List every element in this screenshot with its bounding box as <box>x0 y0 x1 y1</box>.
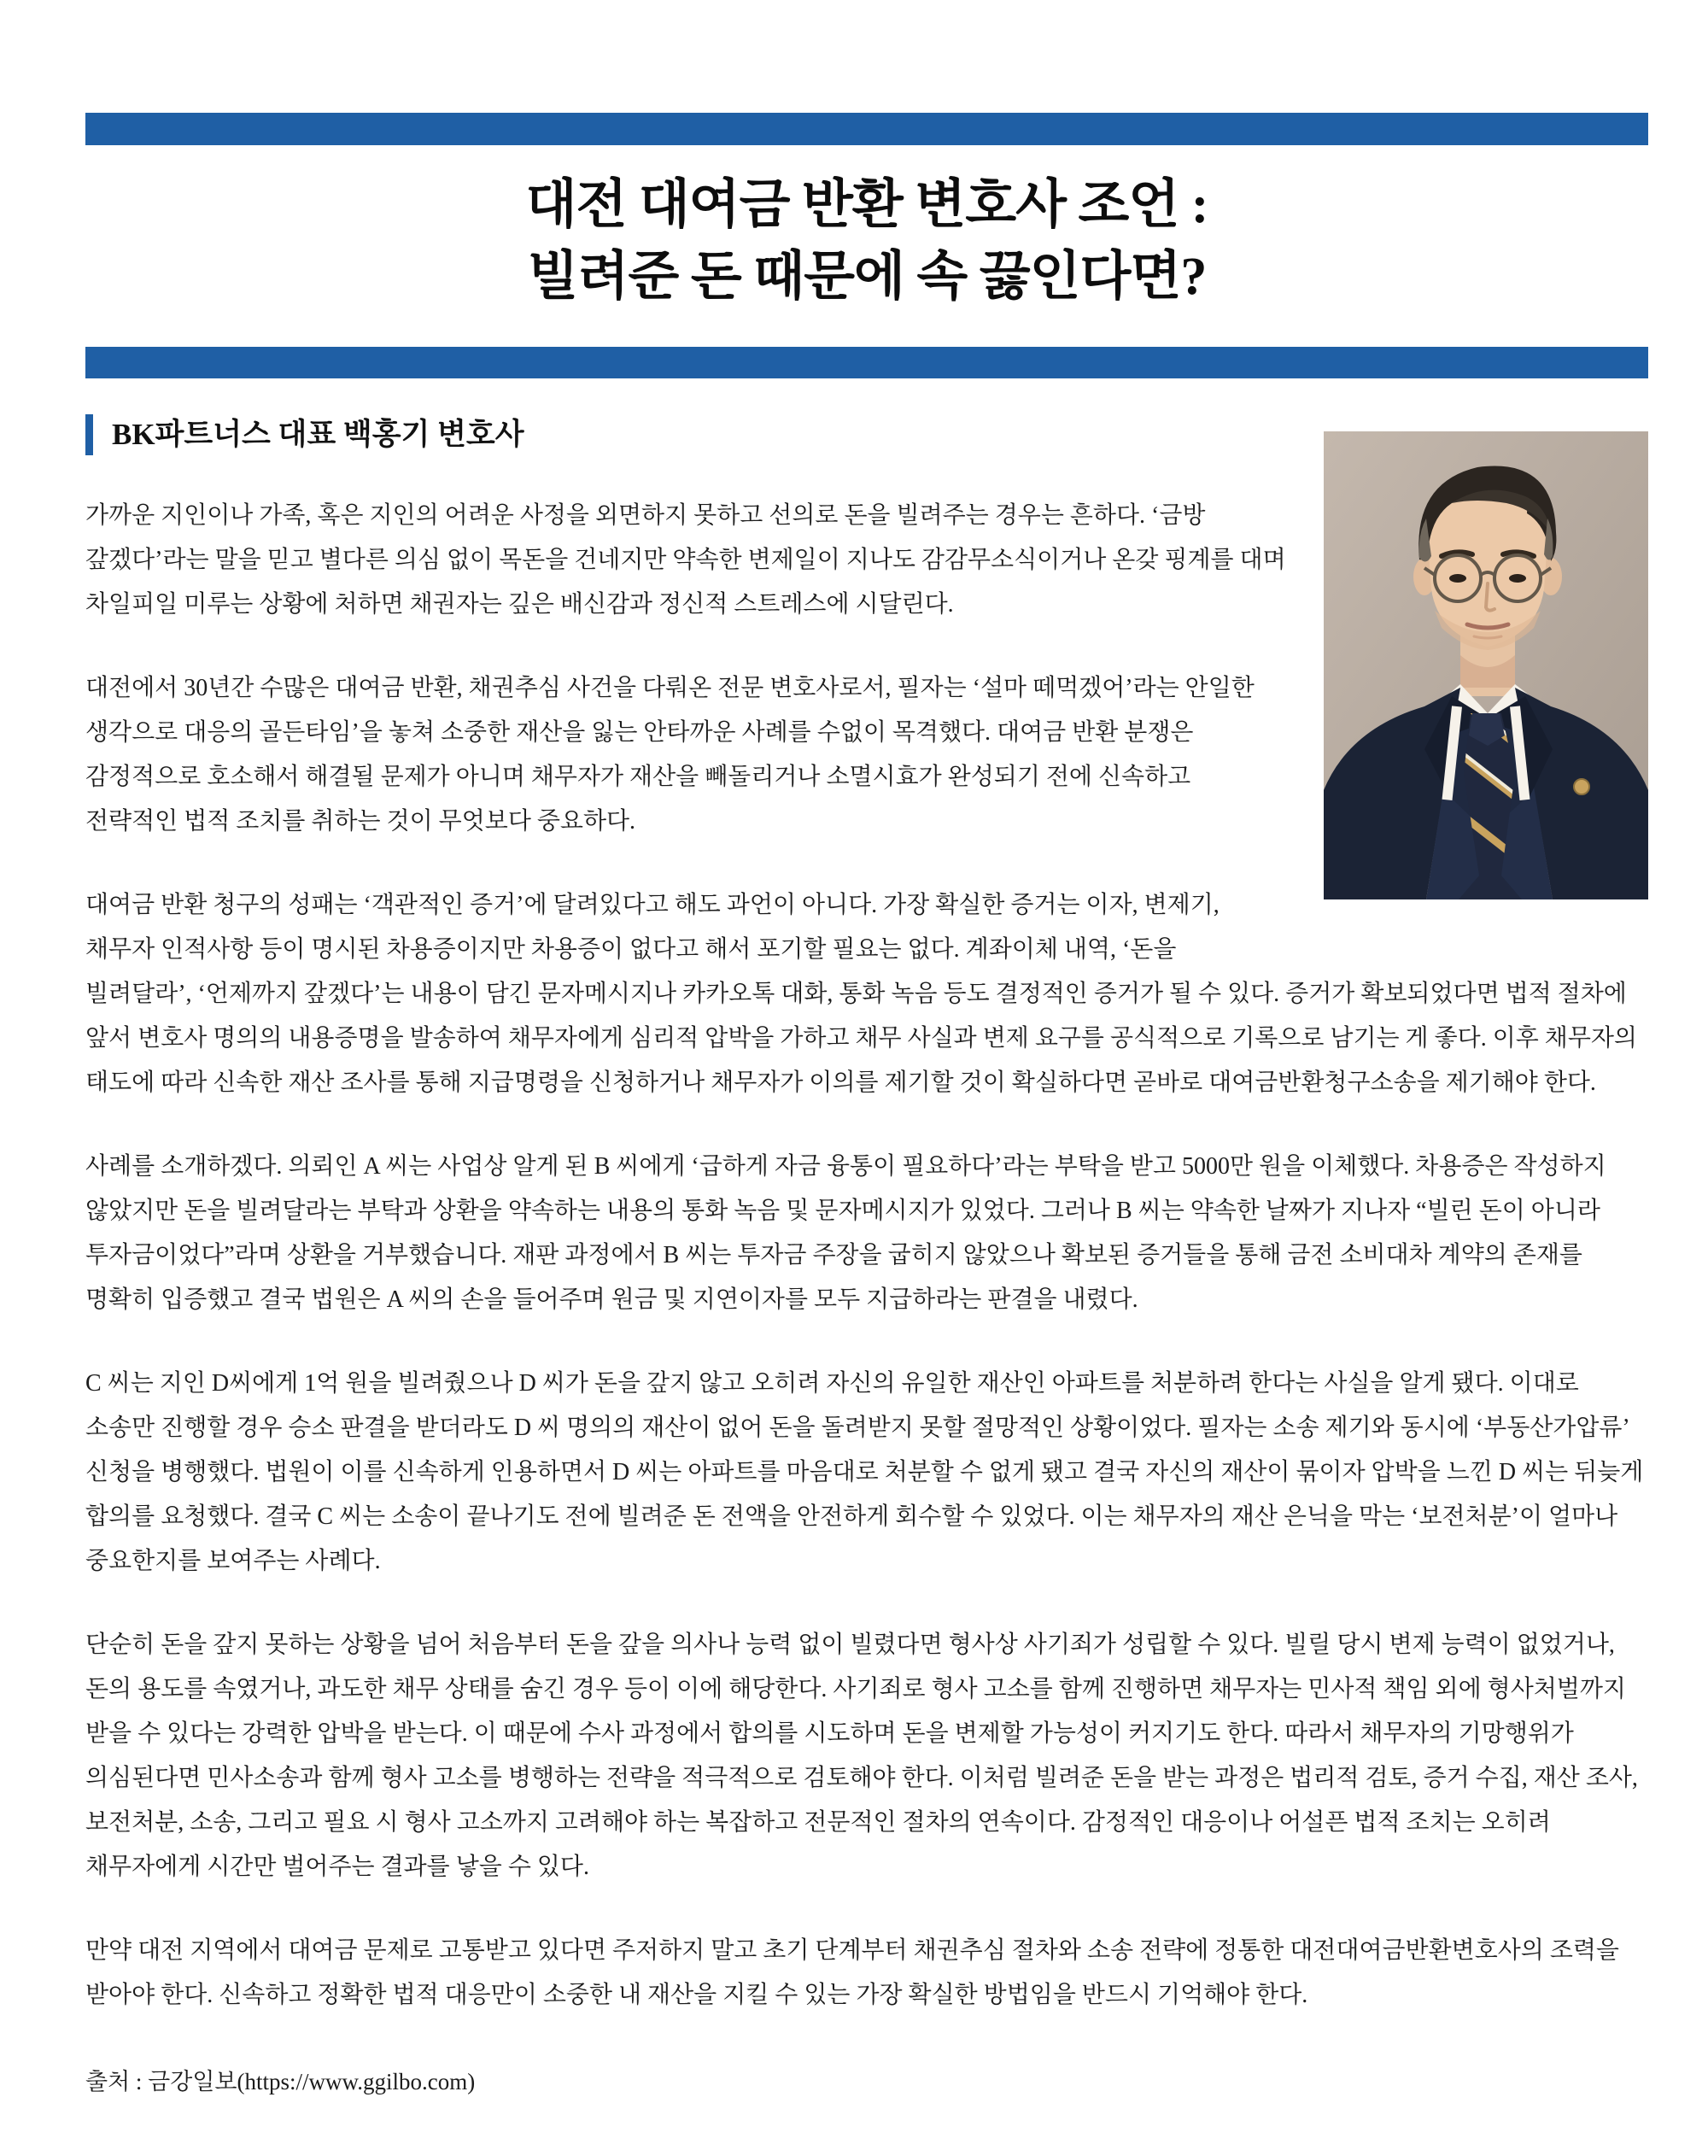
article-title-line2: 빌려준 돈 때문에 속 끓인다면? <box>527 248 1207 306</box>
article-title-line1: 대전 대여금 반환 변호사 조언 : <box>525 176 1208 234</box>
article-page <box>0 113 1708 2099</box>
article-paragraph-5: C 씨는 지인 D씨에게 1억 원을 빌려줬으나 D 씨가 돈을 갚지 않고 오히려 자신의 유일한 재산인 아파트를 처분하려 한다는 사실을 알게 됐다. 이대로 소송만 진행할 경우 승소 판결을 받더라도 D 씨 명의의 재산이 없어 돈을 돌려받지 못할 절망적인 상황이었다. 필자는 소송 제기와 동시에 ‘부동산가압류’ 신청을 병행했다. 법원이 이를 신속하게 인용하면서 D 씨는 아파트를 마음대로 처분할 수 없게 됐고 결국 자신의 재산이 묶이자 압박을 느낀 D 씨는 뒤늦게 합의를 요청했다. 결국 C 씨는 소송이 끝나기도 전에 빌려준 돈 전액을 안전하게 회수할 수 있었다. 이는 채무자의 재산 은닉을 막는 ‘보전처분’이 얼마나 중요한지를 보여주는 사례다. <box>85 1370 1644 1574</box>
article-paragraph-1: 가까운 지인이나 가족, 혹은 지인의 어려운 사정을 외면하지 못하고 선의로 돈을 빌려주는 경우는 흔하다. ‘금방 갚겠다’라는 말을 믿고 별다른 의심 없이 목돈을 건네지만 약속한 변제일이 지나도 감감무소식이거나 온갖 핑계를 대며 차일피일 미루는 상황에 처하면 채권자는 깊은 배신감과 정신적 스트레스에 시달린다. <box>85 502 1286 618</box>
article-paragraph-2: 대전에서 30년간 수많은 대여금 반환, 채권추심 사건을 다뤄온 전문 변호사로서, 필자는 ‘설마 떼먹겠어’라는 안일한 생각으로 대응의 골든타임’을 놓쳐 소중한 재산을 잃는 안타까운 사례를 수없이 목격했다. 대여금 반환 분쟁은 감정적으로 호소해서 해결될 문제가 아니며 채무자가 재산을 빼돌리거나 소멸시효가 완성되기 전에 신속하고 전략적인 법적 조치를 취하는 것이 무엇보다 중요하다. <box>85 675 1255 835</box>
lapel-pin <box>1574 779 1589 794</box>
article-paragraph-4: 사례를 소개하겠다. 의뢰인 A 씨는 사업상 알게 된 B 씨에게 ‘급하게 자금 융통이 필요하다’라는 부탁을 받고 5000만 원을 이체했다. 차용증은 작성하지 않았지만 돈을 빌려달라는 부탁과 상환을 약속하는 내용의 통화 녹음 및 문자메시지가 있었다. 그러나 B 씨는 약속한 날짜가 지나자 “빌린 돈이 아니라 투자금이었다”라며 상환을 거부했습니다. 재판 과정에서 B 씨는 투자금 주장을 굽히지 않았으나 확보된 증거들을 통해 금전 소비대차 계약의 존재를 명확히 입증했고 결국 법원은 A 씨의 손을 들어주며 원금 및 지연이자를 모두 지급하라는 판결을 내렸다. <box>85 1153 1606 1313</box>
byline-text: BK파트너스 대표 백홍기 변호사 <box>112 418 524 451</box>
source-credit: 출처 : 금강일보(https://www.ggilbo.com) <box>85 2069 476 2094</box>
article-content <box>85 414 1648 2099</box>
divider-accent-bar <box>85 347 1648 378</box>
portrait-eyes <box>1449 574 1466 583</box>
article-title <box>85 169 1648 313</box>
top-accent-bar <box>85 113 1648 145</box>
article-paragraph-3: 대여금 반환 청구의 성패는 ‘객관적인 증거’에 달려있다고 해도 과언이 아니다. 가장 확실한 증거는 이자, 변제기, 채무자 인적사항 등이 명시된 차용증이지만 차용증이 없다고 해서 포기할 필요는 없다. 계좌이체 내역, ‘돈을 빌려달라’, ‘언제까지 갚겠다’는 내용이 담긴 문자메시지나 카카오톡 대화, 통화 녹음 등도 결정적인 증거가 될 수 있다. 증거가 확보되었다면 법적 절차에 앞서 변호사 명의의 내용증명을 발송하여 채무자에게 심리적 압박을 가하고 채무 사실과 변제 요구를 공식적으로 기록으로 남기는 게 좋다. 이후 채무자의 태도에 따라 신속한 재산 조사를 통해 지급명령을 신청하거나 채무자가 이의를 제기할 것이 확실하다면 곧바로 대여금반환청구소송을 제기해야 한다. <box>85 892 1637 1096</box>
article-paragraph-6: 단순히 돈을 갚지 못하는 상황을 넘어 처음부터 돈을 갚을 의사나 능력 없이 빌렸다면 형사상 사기죄가 성립할 수 있다. 빌릴 당시 변제 능력이 없었거나, 돈의 용도를 속였거나, 과도한 채무 상태를 숨긴 경우 등이 이에 해당한다. 사기죄로 형사 고소를 함께 진행하면 채무자는 민사적 책임 외에 형사처벌까지 받을 수 있다는 강력한 압박을 받는다. 이 때문에 수사 과정에서 합의를 시도하며 돈을 변제할 가능성이 커지기도 한다. 따라서 채무자의 기망행위가 의심된다면 민사소송과 함께 형사 고소를 병행하는 전략을 적극적으로 검토해야 한다. 이처럼 빌려준 돈을 받는 과정은 법리적 검토, 증거 수집, 재산 조사, 보전처분, 소송, 그리고 필요 시 형사 고소까지 고려해야 하는 복잡하고 전문적인 절차의 연속이다. 감정적인 대응이나 어설픈 법적 조치는 오히려 채무자에게 시간만 벌어주는 결과를 낳을 수 있다. <box>85 1632 1638 1880</box>
lawyer-portrait-svg <box>1324 431 1648 899</box>
article-paragraph-7: 만약 대전 지역에서 대여금 문제로 고통받고 있다면 주저하지 말고 초기 단계부터 채권추심 절차와 소송 전략에 정통한 대전대여금반환변호사의 조력을 받아야 한다. 신속하고 정확한 법적 대응만이 소중한 내 재산을 지킬 수 있는 가장 확실한 방법임을 반드시 기억해야 한다. <box>85 1937 1619 2008</box>
lawyer-portrait-photo <box>1324 431 1648 899</box>
